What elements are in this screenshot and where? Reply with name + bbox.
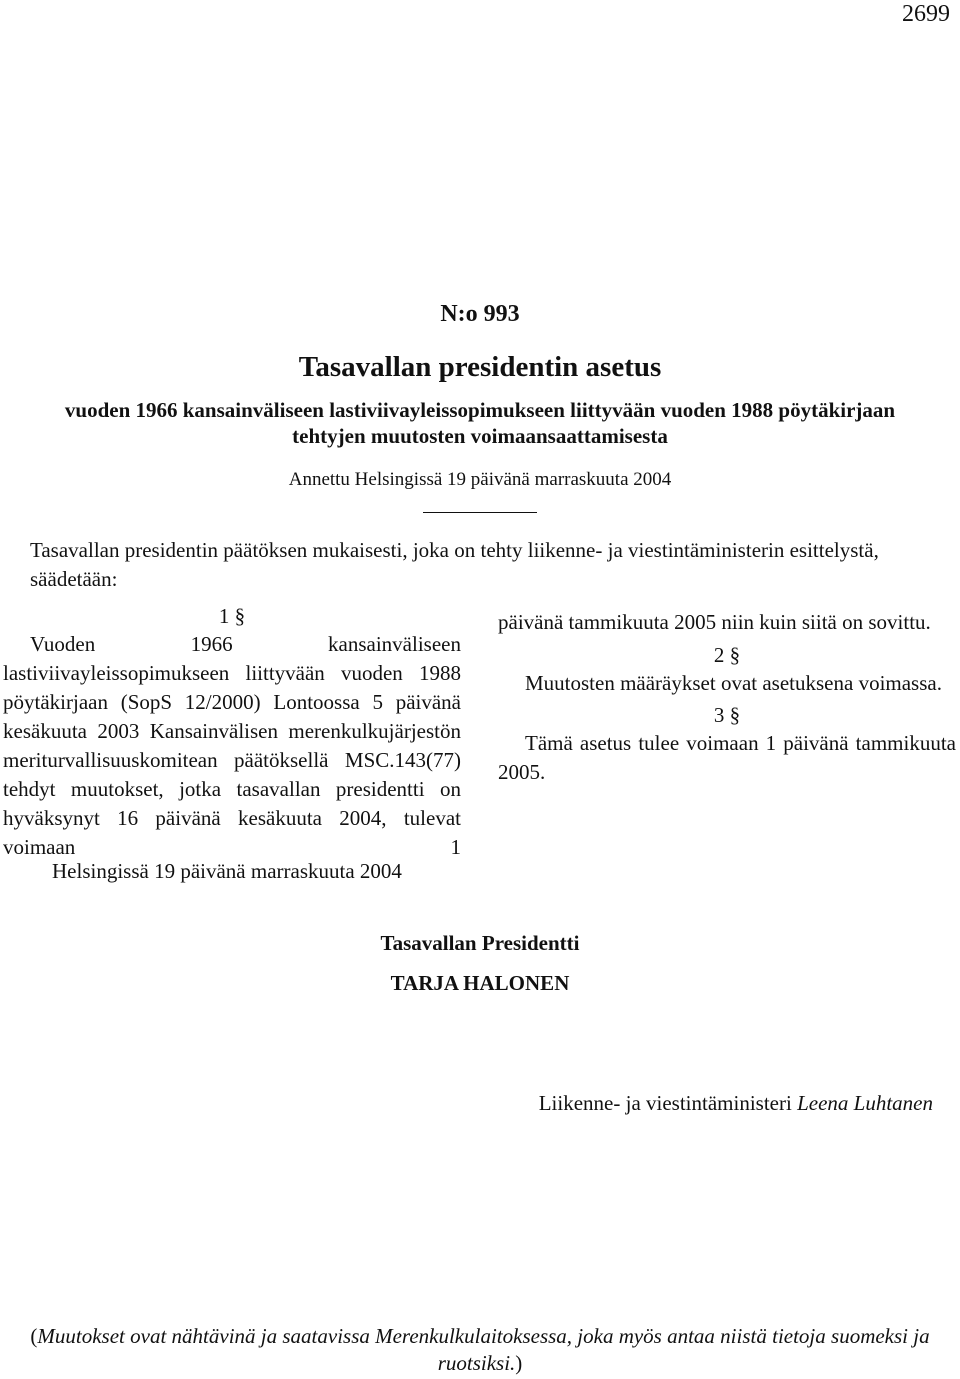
signing-place-date: Helsingissä 19 päivänä marraskuuta 2004 [52, 859, 402, 883]
footnote-close-paren: ) [515, 1351, 523, 1375]
given-date: Annettu Helsingissä 19 päivänä marraskuuta 2004 [288, 469, 672, 490]
section-2-mark: 2 § [713, 643, 741, 667]
section-3-mark: 3 § [713, 703, 741, 727]
subtitle-line-1: vuoden 1966 kansainväliseen lastiviivayleissopimukseen liittyvään vuoden 1988 pöytäkirjaan [64, 398, 896, 422]
section-1-text: Vuoden 1966 kansainväliseen lastiviivayleissopimukseen liittyvään vuoden 1988 pöytäkirjaan (SopS 12/2000) Lontoossa 5 päivänä kesäkuuta 2003 Kansainvälisen merenkulkujärjestön meriturvallisuuskomitean päätöksellä MSC.143(77) tehdyt muutokset, jotka tasavallan presidentti on hyväksynyt 16 päivänä kesäkuuta 2004, tulevat voimaan 1 [3, 632, 461, 859]
section-3-text: Tämä asetus tulee voimaan 1 päivänä tammikuuta 2005. [498, 731, 956, 784]
document-title: Tasavallan presidentin asetus [298, 351, 662, 383]
footnote [3, 1323, 957, 1377]
section-1-continuation: päivänä tammikuuta 2005 niin kuin siitä on sovittu. [498, 610, 931, 634]
subtitle-line-2: tehtyjen muutosten voimaansaattamisesta [292, 424, 668, 448]
right-column [498, 608, 956, 787]
document-subtitle [0, 397, 960, 449]
left-column [3, 603, 461, 862]
intro-paragraph [3, 536, 955, 594]
divider-rule [423, 512, 537, 513]
statute-number: N:o 993 [440, 301, 520, 327]
president-title: Tasavallan Presidentti [380, 931, 580, 955]
section-1-mark: 1 § [218, 604, 246, 628]
minister-title: Liikenne- ja viestintäministeri [538, 1091, 792, 1115]
footnote-open-paren: ( [30, 1324, 38, 1348]
intro-text: Tasavallan presidentin päätöksen mukaisesti, joka on tehty liikenne- ja viestintäministerin esittelystä, säädetään: [30, 538, 879, 591]
president-name: TARJA HALONEN [390, 971, 570, 995]
section-2-text: Muutosten määräykset ovat asetuksena voimassa. [525, 671, 942, 695]
minister-signature [539, 1089, 933, 1117]
minister-name: Leena Luhtanen [797, 1091, 933, 1115]
page-number: 2699 [902, 1, 950, 27]
footnote-text: Muutokset ovat nähtävinä ja saatavissa Merenkulkulaitoksessa, joka myös antaa niistä tietoja suomeksi ja ruotsiksi. [37, 1324, 930, 1375]
